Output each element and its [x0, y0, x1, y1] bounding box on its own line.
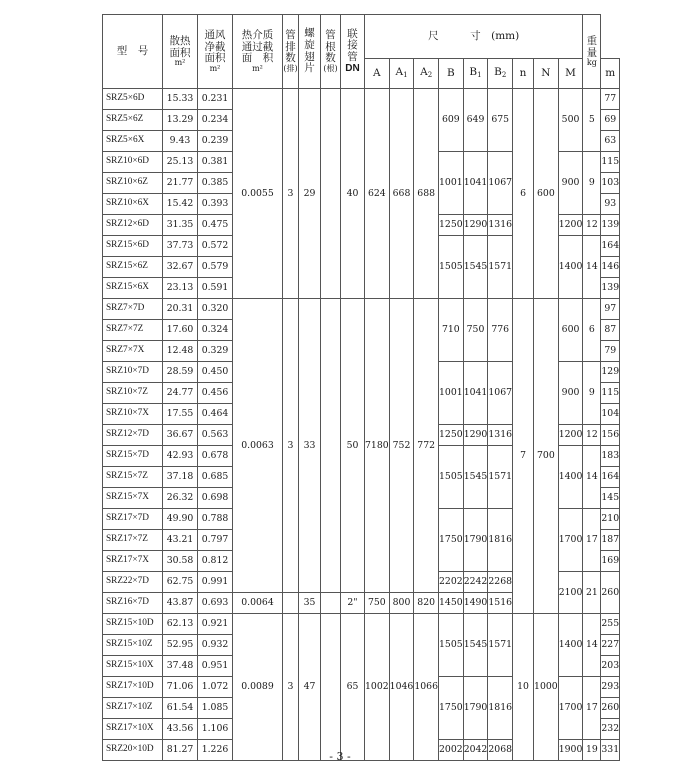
dim-M-m7_22: 2100 [558, 572, 583, 614]
weight-cell: 169 [601, 551, 620, 572]
heat-area-cell: 13.29 [163, 110, 198, 131]
page-number: - 3 - [329, 750, 351, 763]
dim-m-m7_22: 21 [583, 572, 601, 614]
header-m: m [601, 59, 620, 89]
dim-m-m15: 14 [583, 236, 601, 299]
dim-A2-g7: 772 [414, 299, 439, 593]
model-cell: SRZ15×10X [103, 656, 163, 677]
tube-count-g10 [321, 614, 341, 761]
heat-area-cell: 26.32 [163, 488, 198, 509]
model-cell: SRZ15×6Z [103, 257, 163, 278]
weight-cell: 183 [601, 446, 620, 467]
wind-area-cell: 0.563 [198, 425, 233, 446]
dim-B1-b7_22: 2242 [463, 572, 488, 593]
heat-area-cell: 30.58 [163, 551, 198, 572]
heat-area-cell: 37.48 [163, 656, 198, 677]
weight-cell: 104 [601, 404, 620, 425]
dim-B1-b12: 1290 [463, 215, 488, 236]
dim-B-b7_10: 1001 [439, 362, 464, 425]
fins-g6: 29 [299, 89, 321, 299]
model-cell: SRZ17×7X [103, 551, 163, 572]
dim-B-b10_17: 1750 [439, 677, 464, 740]
heat-area-cell: 37.73 [163, 236, 198, 257]
wind-area-cell: 0.812 [198, 551, 233, 572]
model-cell: SRZ17×7Z [103, 530, 163, 551]
weight-cell: 139 [601, 278, 620, 299]
dim-B1-g16: 1490 [463, 593, 488, 614]
dim-M-m7_12: 1200 [558, 425, 583, 446]
heat-area-cell: 31.35 [163, 215, 198, 236]
weight-cell: 115 [601, 383, 620, 404]
header-n: n [513, 59, 534, 89]
dim-B1-b15: 1545 [463, 236, 488, 299]
header-B2: $B_2$ [488, 59, 513, 89]
header-N: N [534, 59, 559, 89]
dim-A-g7: 7180 [365, 299, 390, 593]
heat-area-cell: 17.55 [163, 404, 198, 425]
wind-area-cell: 0.320 [198, 299, 233, 320]
dim-M-m10: 900 [558, 152, 583, 215]
conn-dn-g10: 65 [341, 614, 365, 761]
heat-area-cell: 21.77 [163, 173, 198, 194]
dim-n-g7: 7 [513, 299, 534, 614]
dim-A1-g6: 668 [389, 89, 414, 299]
dim-m-m5: 5 [583, 89, 601, 152]
header-B: B [439, 59, 464, 89]
model-cell: SRZ12×7D [103, 425, 163, 446]
fins-g10: 47 [299, 614, 321, 761]
tube-count-g7 [321, 299, 341, 593]
dim-B-b10: 1001 [439, 152, 464, 215]
table-body [103, 89, 620, 761]
dim-m-m7_10: 9 [583, 362, 601, 425]
dim-B-b15: 1505 [439, 236, 464, 299]
header-dimensions: 尺 寸 (mm) [365, 15, 583, 59]
header-tube-count: 管 根 数 (根) [321, 15, 341, 89]
radiator-spec-table [102, 14, 620, 761]
wind-area-cell: 1.226 [198, 740, 233, 761]
dim-n-g10: 10 [513, 614, 534, 761]
wind-area-cell: 0.698 [198, 488, 233, 509]
dim-M-m7_7: 600 [558, 299, 583, 362]
model-cell: SRZ10×7Z [103, 383, 163, 404]
tube-count-g6 [321, 89, 341, 299]
dim-B-b10_20: 2002 [439, 740, 464, 761]
model-cell: SRZ7×7X [103, 341, 163, 362]
dim-B2-b15: 1571 [488, 236, 513, 299]
dim-N-g7: 700 [534, 299, 559, 614]
model-cell: SRZ10×6X [103, 194, 163, 215]
fins-g7: 33 [299, 299, 321, 593]
dim-A-g6: 624 [365, 89, 390, 299]
header-tube-rows: 管 排 数 (排) [283, 15, 299, 89]
dim-B2-b7_12: 1316 [488, 425, 513, 446]
model-cell: SRZ7×7D [103, 299, 163, 320]
wind-area-cell: 1.085 [198, 698, 233, 719]
wind-area-cell: 0.797 [198, 530, 233, 551]
model-cell: SRZ17×10X [103, 719, 163, 740]
header-A2: $A_2$ [414, 59, 439, 89]
heat-area-cell: 61.54 [163, 698, 198, 719]
weight-cell: 164 [601, 467, 620, 488]
wind-area-cell: 0.932 [198, 635, 233, 656]
model-cell: SRZ16×7D [103, 593, 163, 614]
dim-B2-b7_22: 2268 [488, 572, 513, 593]
weight-cell: 145 [601, 488, 620, 509]
model-cell: SRZ7×7Z [103, 320, 163, 341]
dim-B-b7_12: 1250 [439, 425, 464, 446]
weight-cell: 210 [601, 509, 620, 530]
model-cell: SRZ17×10D [103, 677, 163, 698]
model-cell: SRZ10×7D [103, 362, 163, 383]
table-row [103, 614, 620, 635]
weight-cell: 260 [601, 698, 620, 719]
dim-B2-b10: 1067 [488, 152, 513, 215]
dim-m-m10_15: 14 [583, 614, 601, 677]
model-cell: SRZ17×7D [103, 509, 163, 530]
model-cell: SRZ15×10D [103, 614, 163, 635]
model-cell: SRZ10×6Z [103, 173, 163, 194]
dim-M-m15: 1400 [558, 236, 583, 299]
wind-area-cell: 0.393 [198, 194, 233, 215]
dim-B1-b7_17: 1790 [463, 509, 488, 572]
dim-A2-g10: 1066 [414, 614, 439, 761]
tube-rows-g7: 3 [283, 299, 299, 593]
header-medium-area: 热介质 通过截 面 积 m² [233, 15, 283, 89]
heat-area-cell: 24.77 [163, 383, 198, 404]
dim-N-g6: 600 [534, 89, 559, 299]
dim-B-g16: 1450 [439, 593, 464, 614]
dim-M-m7_17: 1700 [558, 509, 583, 572]
header-A: A [365, 59, 390, 89]
wind-area-cell: 0.991 [198, 572, 233, 593]
weight-cell: 93 [601, 194, 620, 215]
model-cell: SRZ12×6D [103, 215, 163, 236]
wind-area-cell: 0.591 [198, 278, 233, 299]
dim-A2-g16: 820 [414, 593, 439, 614]
table-header [103, 15, 620, 89]
dim-m-m7_7: 6 [583, 299, 601, 362]
dim-B1-b7_12: 1290 [463, 425, 488, 446]
weight-cell: 232 [601, 719, 620, 740]
dim-B2-b10_15: 1571 [488, 614, 513, 677]
heat-area-cell: 23.13 [163, 278, 198, 299]
heat-area-cell: 42.93 [163, 446, 198, 467]
dim-A1-g7: 752 [389, 299, 414, 593]
weight-cell: 293 [601, 677, 620, 698]
header-conn-pipe: 联 接 管 DN [341, 15, 365, 89]
wind-area-cell: 0.788 [198, 509, 233, 530]
dim-B2-b7_17: 1816 [488, 509, 513, 572]
header-fins: 螺 旋 翅 片 [299, 15, 321, 89]
dim-m-m12: 12 [583, 215, 601, 236]
weight-cell: 77 [601, 89, 620, 110]
wind-area-cell: 0.475 [198, 215, 233, 236]
medium-area-g6: 0.0055 [233, 89, 283, 299]
header-wind-area: 通风 净截 面积 m² [198, 15, 233, 89]
model-cell: SRZ15×7D [103, 446, 163, 467]
weight-cell: 156 [601, 425, 620, 446]
wind-area-cell: 0.381 [198, 152, 233, 173]
wind-area-cell: 0.678 [198, 446, 233, 467]
dim-B-b7_7: 710 [439, 299, 464, 362]
heat-area-cell: 81.27 [163, 740, 198, 761]
wind-area-cell: 1.072 [198, 677, 233, 698]
weight-cell: 97 [601, 299, 620, 320]
model-cell: SRZ15×6X [103, 278, 163, 299]
wind-area-cell: 0.231 [198, 89, 233, 110]
wind-area-cell: 1.106 [198, 719, 233, 740]
model-cell: SRZ10×7X [103, 404, 163, 425]
dim-m-m10_20: 19 [583, 740, 601, 761]
heat-area-cell: 28.59 [163, 362, 198, 383]
dim-A1-g10: 1046 [389, 614, 414, 761]
weight-23: 260 [601, 572, 620, 614]
heat-area-cell: 43.87 [163, 593, 198, 614]
weight-cell: 255 [601, 614, 620, 635]
weight-cell: 203 [601, 656, 620, 677]
dim-B1-b10_20: 2042 [463, 740, 488, 761]
table-row [103, 299, 620, 320]
dim-A1-g16: 800 [389, 593, 414, 614]
weight-cell: 79 [601, 341, 620, 362]
header-A1: $A_1$ [389, 59, 414, 89]
heat-area-cell: 32.67 [163, 257, 198, 278]
wind-area-cell: 0.693 [198, 593, 233, 614]
heat-area-cell: 17.60 [163, 320, 198, 341]
dim-B-b5: 609 [439, 89, 464, 152]
model-cell: SRZ15×10Z [103, 635, 163, 656]
dim-N-g10: 1000 [534, 614, 559, 761]
weight-cell: 115 [601, 152, 620, 173]
dim-M-m10_20: 1900 [558, 740, 583, 761]
weight-cell: 331 [601, 740, 620, 761]
weight-cell: 69 [601, 110, 620, 131]
wind-area-cell: 0.450 [198, 362, 233, 383]
dim-B-b10_15: 1505 [439, 614, 464, 677]
dim-A2-g6: 688 [414, 89, 439, 299]
conn-dn-g7: 50 [341, 299, 365, 593]
header-heat-area: 散热 面积 m² [163, 15, 198, 89]
dim-A-g16: 750 [365, 593, 390, 614]
heat-area-cell: 52.95 [163, 635, 198, 656]
weight-cell: 87 [601, 320, 620, 341]
model-cell: SRZ5×6Z [103, 110, 163, 131]
wind-area-cell: 0.579 [198, 257, 233, 278]
heat-area-cell: 49.90 [163, 509, 198, 530]
weight-cell: 129 [601, 362, 620, 383]
model-cell: SRZ5×6D [103, 89, 163, 110]
heat-area-cell: 15.33 [163, 89, 198, 110]
dim-m-m7_15: 14 [583, 446, 601, 509]
model-cell: SRZ15×7X [103, 488, 163, 509]
dim-B1-b7_10: 1041 [463, 362, 488, 425]
heat-area-cell: 62.13 [163, 614, 198, 635]
wind-area-cell: 0.385 [198, 173, 233, 194]
heat-area-cell: 15.42 [163, 194, 198, 215]
fins-g16: 35 [299, 593, 321, 614]
model-cell: SRZ17×10Z [103, 698, 163, 719]
tube-rows-g16 [283, 593, 299, 614]
heat-area-cell: 9.43 [163, 131, 198, 152]
heat-area-cell: 36.67 [163, 425, 198, 446]
dim-B1-b5: 649 [463, 89, 488, 152]
model-cell: SRZ5×6X [103, 131, 163, 152]
conn-dn-g16: 2" [341, 593, 365, 614]
model-cell: SRZ10×6D [103, 152, 163, 173]
model-cell: SRZ15×7Z [103, 467, 163, 488]
weight-cell: 164 [601, 236, 620, 257]
wind-area-cell: 0.329 [198, 341, 233, 362]
dim-B2-b10_17: 1816 [488, 677, 513, 740]
dim-B1-b10_15: 1545 [463, 614, 488, 677]
dim-M-m10_15: 1400 [558, 614, 583, 677]
tube-count-g16 [321, 593, 341, 614]
dim-B2-b7_7: 776 [488, 299, 513, 362]
header-B1: $B_1$ [463, 59, 488, 89]
header-weight: 重 量 kg [583, 15, 601, 89]
dim-B2-b7_10: 1067 [488, 362, 513, 425]
dim-B2-b7_15: 1571 [488, 446, 513, 509]
dim-B-b7_17: 1750 [439, 509, 464, 572]
wind-area-cell: 0.685 [198, 467, 233, 488]
wind-area-cell: 0.456 [198, 383, 233, 404]
medium-area-g10: 0.0089 [233, 614, 283, 761]
dim-m-m7_12: 12 [583, 425, 601, 446]
dim-B2-b5: 675 [488, 89, 513, 152]
dim-M-m7_15: 1400 [558, 446, 583, 509]
tube-rows-g6: 3 [283, 89, 299, 299]
wind-area-cell: 0.464 [198, 404, 233, 425]
dim-B1-b10: 1041 [463, 152, 488, 215]
dim-B-b12: 1250 [439, 215, 464, 236]
weight-cell: 146 [601, 257, 620, 278]
header-model: 型 号 [103, 15, 163, 89]
dim-m-m7_17: 17 [583, 509, 601, 572]
wind-area-cell: 0.921 [198, 614, 233, 635]
weight-cell: 103 [601, 173, 620, 194]
dim-B1-b10_17: 1790 [463, 677, 488, 740]
heat-area-cell: 43.21 [163, 530, 198, 551]
header-M: M [558, 59, 583, 89]
heat-area-cell: 12.48 [163, 341, 198, 362]
weight-cell: 63 [601, 131, 620, 152]
conn-dn-g6: 40 [341, 89, 365, 299]
heat-area-cell: 25.13 [163, 152, 198, 173]
model-cell: SRZ15×6D [103, 236, 163, 257]
wind-area-cell: 0.324 [198, 320, 233, 341]
weight-cell: 139 [601, 215, 620, 236]
tube-rows-g10: 3 [283, 614, 299, 761]
dim-B-b7_22: 2202 [439, 572, 464, 593]
dim-B2-b12: 1316 [488, 215, 513, 236]
dim-B-b7_15: 1505 [439, 446, 464, 509]
dim-M-m5: 500 [558, 89, 583, 152]
dim-B2-g16: 1516 [488, 593, 513, 614]
medium-area-g7: 0.0063 [233, 299, 283, 593]
dim-A-g10: 1002 [365, 614, 390, 761]
dim-M-m7_10: 900 [558, 362, 583, 425]
wind-area-cell: 0.239 [198, 131, 233, 152]
dim-M-m10_17: 1700 [558, 677, 583, 740]
weight-cell: 227 [601, 635, 620, 656]
weight-cell: 187 [601, 530, 620, 551]
heat-area-cell: 71.06 [163, 677, 198, 698]
dim-n-g6: 6 [513, 89, 534, 299]
wind-area-cell: 0.234 [198, 110, 233, 131]
model-cell: SRZ20×10D [103, 740, 163, 761]
heat-area-cell: 37.18 [163, 467, 198, 488]
dim-B1-b7_15: 1545 [463, 446, 488, 509]
dim-B1-b7_7: 750 [463, 299, 488, 362]
wind-area-cell: 0.951 [198, 656, 233, 677]
medium-area-g16: 0.0064 [233, 593, 283, 614]
dim-m-m10_17: 17 [583, 677, 601, 740]
heat-area-cell: 20.31 [163, 299, 198, 320]
dim-M-m12: 1200 [558, 215, 583, 236]
heat-area-cell: 43.56 [163, 719, 198, 740]
table-row [103, 89, 620, 110]
heat-area-cell: 62.75 [163, 572, 198, 593]
model-cell: SRZ22×7D [103, 572, 163, 593]
dim-m-m10: 9 [583, 152, 601, 215]
dim-B2-b10_20: 2068 [488, 740, 513, 761]
wind-area-cell: 0.572 [198, 236, 233, 257]
